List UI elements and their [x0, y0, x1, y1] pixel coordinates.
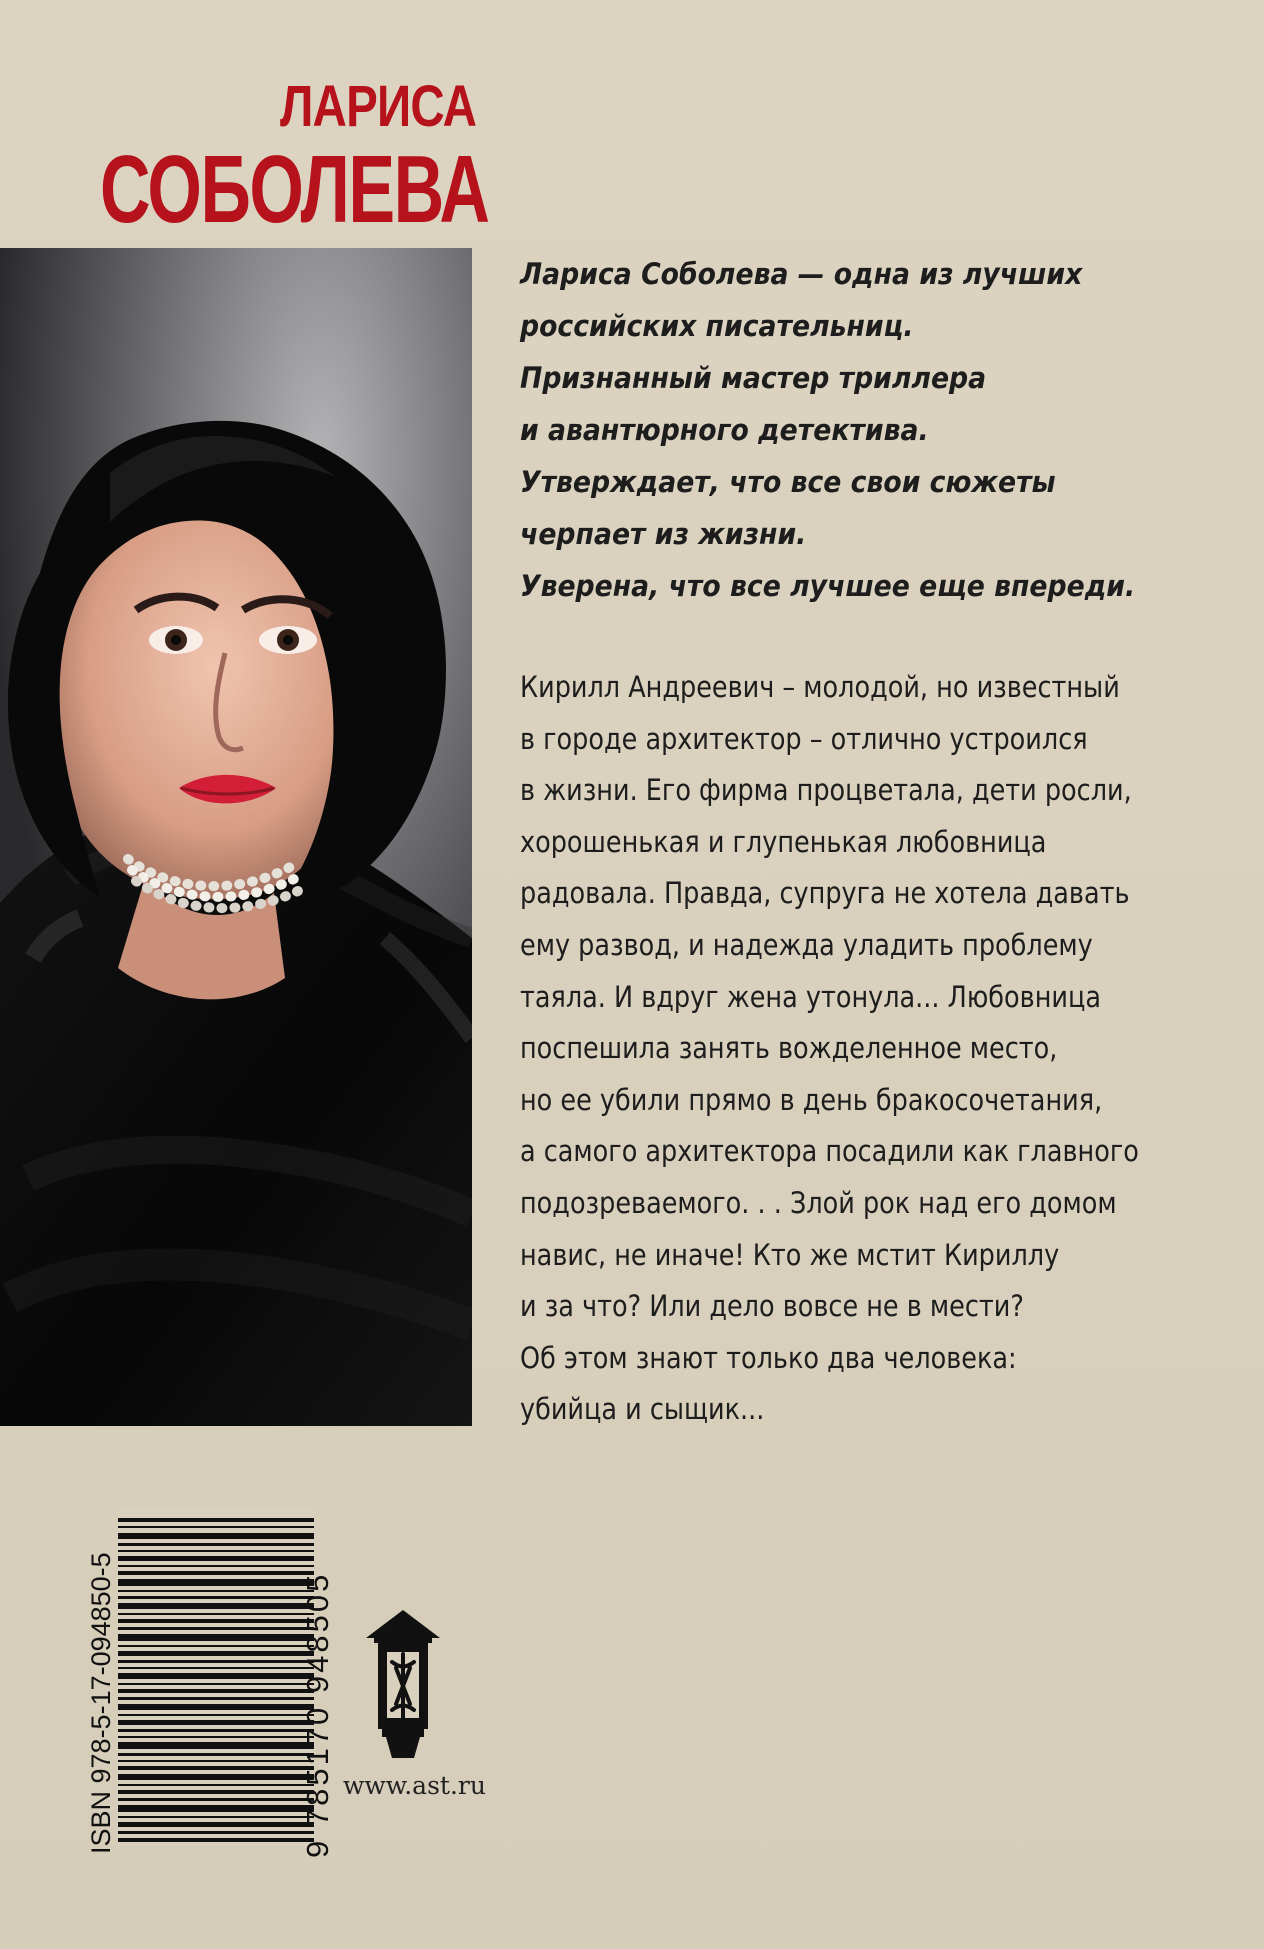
bio-line: и авантюрного детектива.: [520, 413, 929, 447]
author-bio: [520, 248, 1164, 612]
author-photo: [0, 248, 472, 1426]
bio-line: Утверждает, что все свои сюжеты: [520, 465, 1056, 499]
publisher-site[interactable]: www.ast.ru: [343, 1771, 486, 1800]
bio-line: Лариса Соболева — одна из лучших: [520, 257, 1083, 291]
bio-line: Признанный мастер триллера: [520, 361, 987, 395]
barcode: [118, 1508, 314, 1846]
blurb-line: в городе архитектор – отлично устроился: [520, 721, 1088, 756]
blurb-line: Кирилл Андреевич – молодой, но известный: [520, 670, 1120, 704]
bio-line: российских писательниц.: [520, 309, 914, 343]
blurb-line: в жизни. Его фирма процветала, дети росли,: [520, 773, 1132, 808]
blurb-line: таяла. И вдруг жена утонула... Любовница: [520, 979, 1101, 1014]
blurb-line: Об этом знают только два человека:: [520, 1340, 1017, 1375]
blurb-line: но ее убили прямо в день бракосочетания,: [520, 1082, 1103, 1117]
blurb-line: ему развод, и надежда уладить проблему: [520, 927, 1093, 962]
blurb-line: радовала. Правда, супруга не хотела давать: [520, 876, 1130, 911]
bio-line: черпает из жизни.: [520, 517, 807, 551]
blurb-line: убийца и сыщик...: [520, 1392, 765, 1427]
book-blurb: [520, 662, 1139, 1436]
blurb-line: хорошенькая и глупенькая любовница: [520, 824, 1047, 859]
blurb-line: подозреваемого. . . Злой рок над его домом: [520, 1185, 1117, 1220]
author-last-name: СОБОЛЕВА: [100, 136, 489, 243]
blurb-line: навис, не иначе! Кто же мстит Кириллу: [520, 1237, 1060, 1272]
blurb-line: и за что? Или дело вовсе не в мести?: [520, 1289, 1024, 1324]
bio-line: Уверена, что все лучшее еще впереди.: [520, 569, 1136, 603]
blurb-line: поспешила занять вожделенное место,: [520, 1031, 1058, 1066]
barcode-number: 9 785170 948505: [300, 1571, 335, 1858]
author-first-name: ЛАРИСА: [280, 74, 477, 139]
lantern-logo-icon: [358, 1610, 448, 1758]
isbn-text: ISBN 978-5-17-094850-5: [86, 1552, 116, 1854]
blurb-line: а самого архитектора посадили как главного: [520, 1134, 1139, 1169]
